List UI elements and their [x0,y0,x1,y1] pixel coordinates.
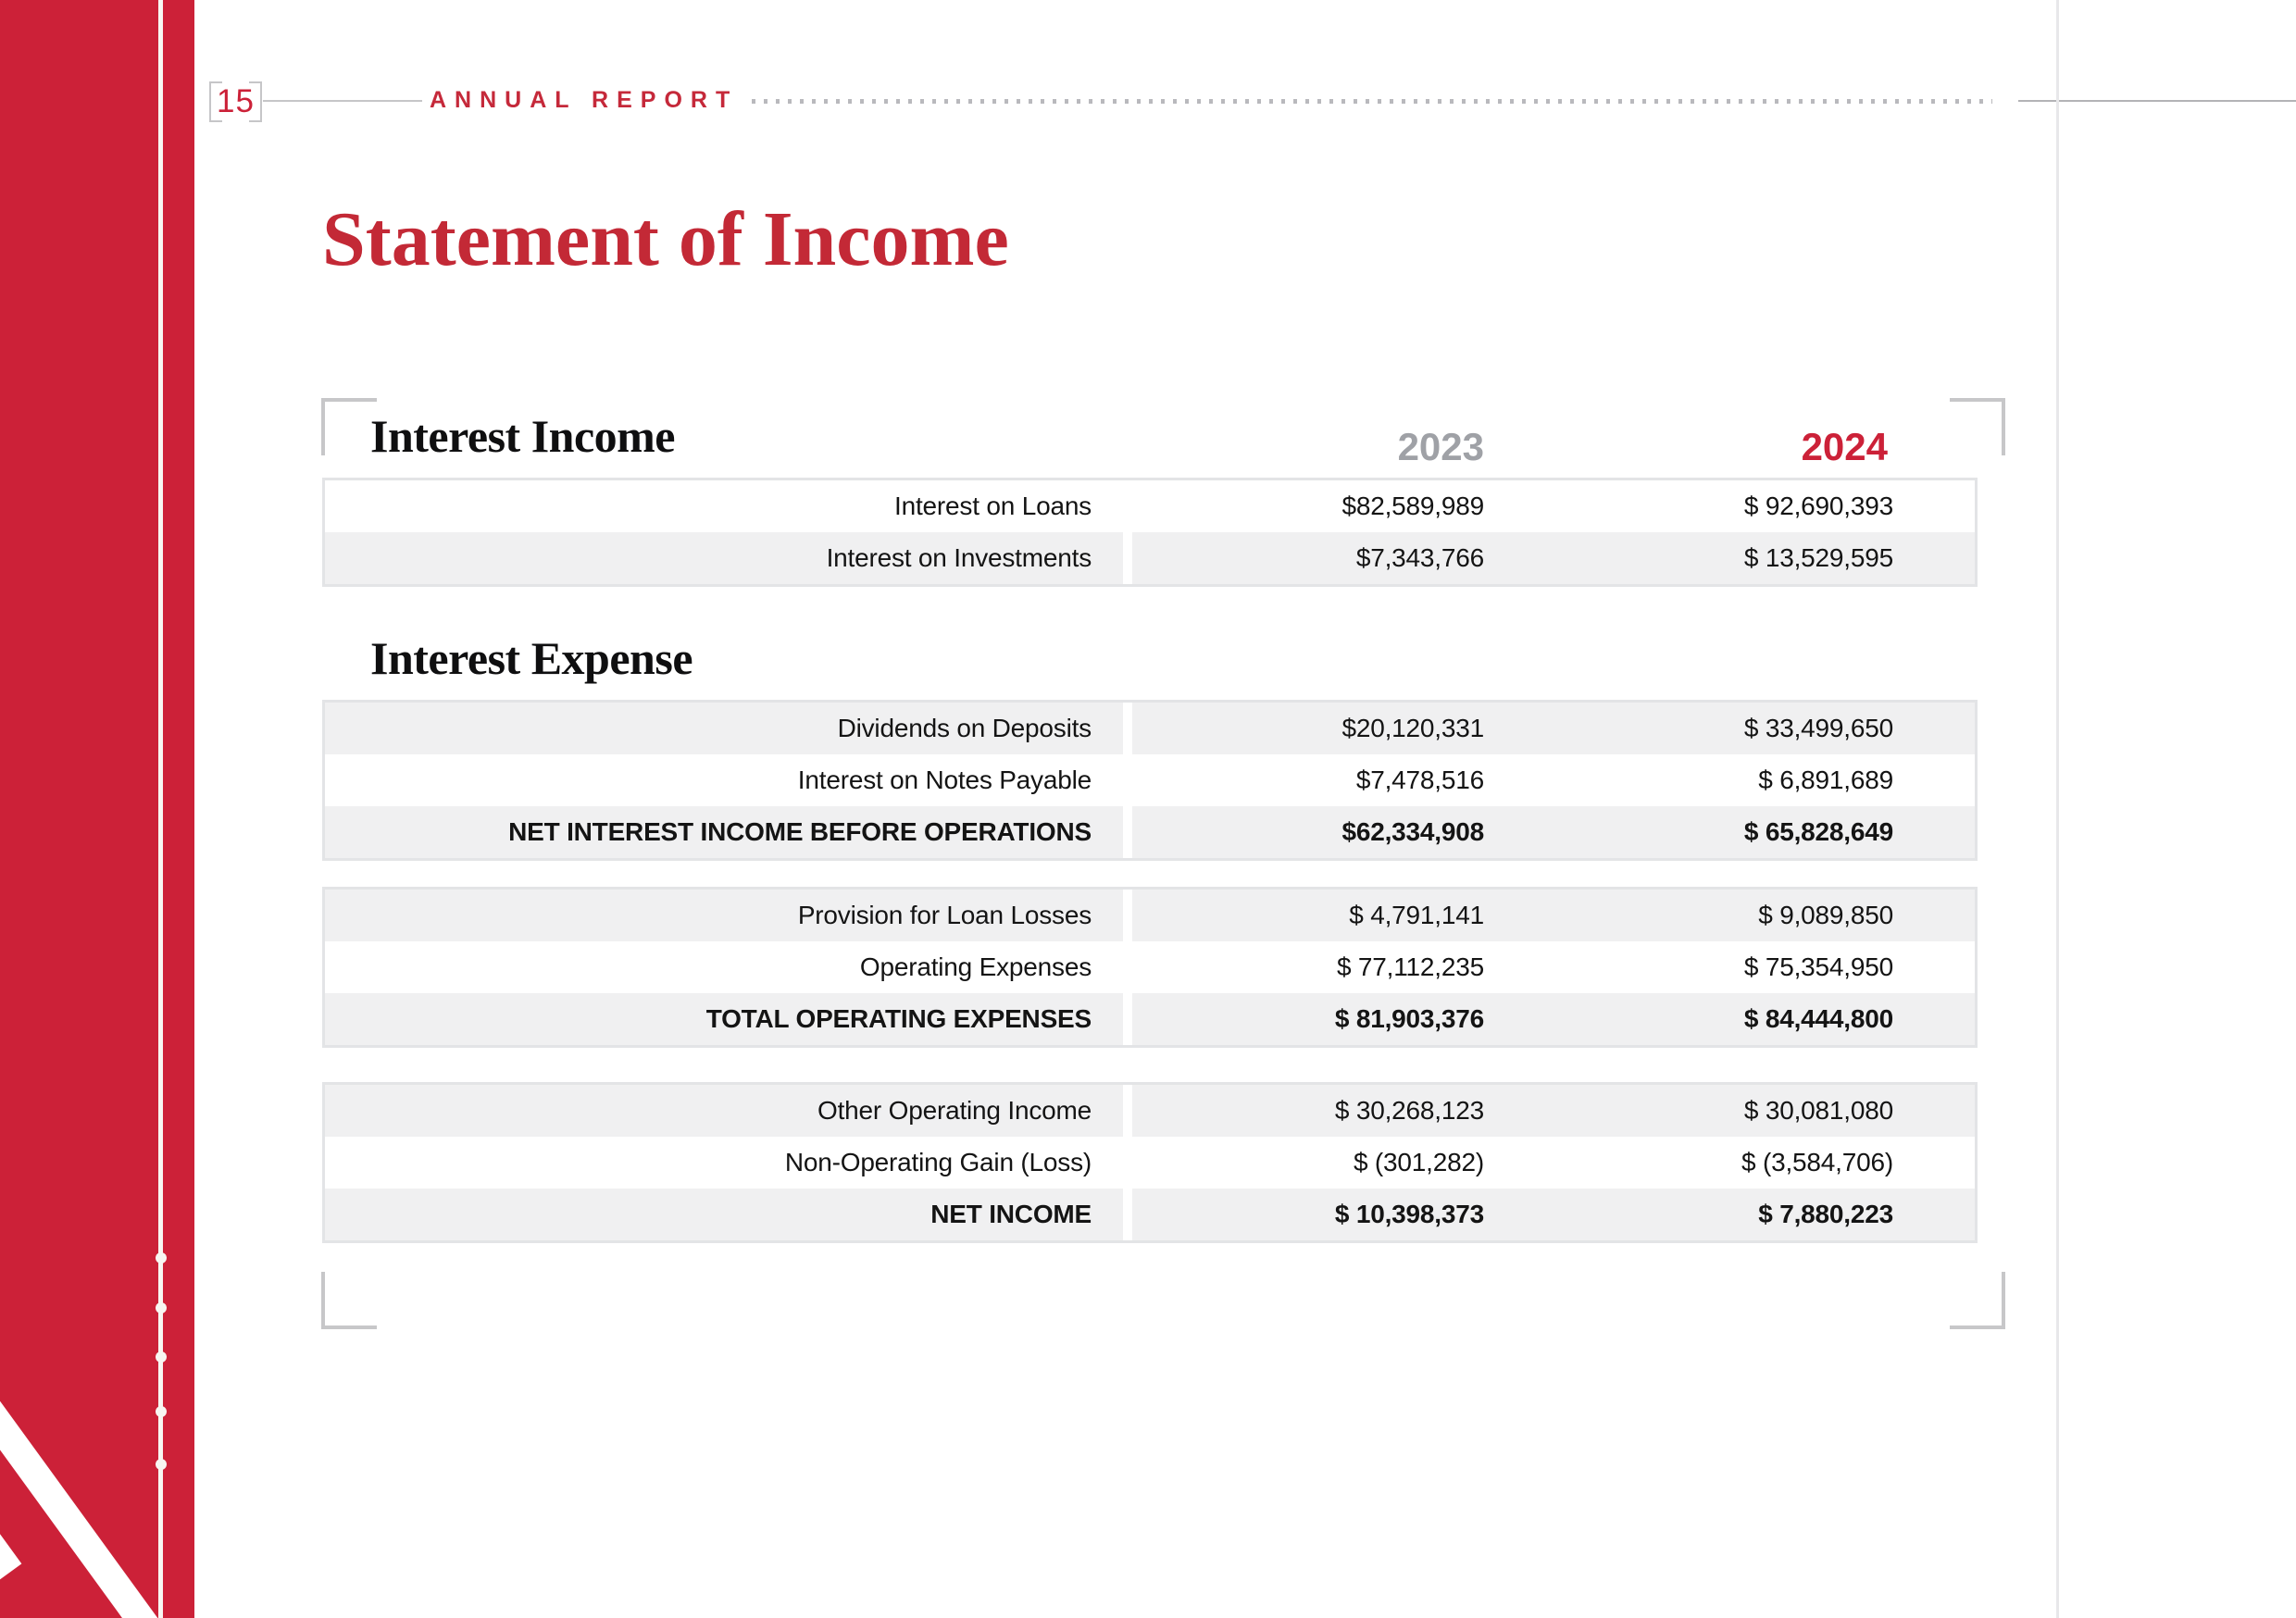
column-gap [1123,532,1132,584]
row-label: Operating Expenses [325,941,1123,993]
value-2023: $ 10,398,373 [1132,1189,1553,1240]
page-number-box [209,81,262,122]
row-label: NET INCOME [325,1189,1123,1240]
table-interest-income [322,478,1978,587]
column-gap [1123,1189,1132,1240]
header-dotted-rule [752,99,1992,104]
column-gap [1123,480,1132,532]
value-2024: $ 33,499,650 [1553,703,1975,754]
table-row [325,754,1975,806]
column-gap [1123,993,1132,1045]
table-row [325,993,1975,1045]
divider-dot [156,1406,167,1417]
divider-dot [156,1302,167,1313]
table-row [325,480,1975,532]
column-gap [1123,806,1132,858]
value-2024: $ (3,584,706) [1553,1137,1975,1189]
table-row [325,532,1975,584]
row-label: TOTAL OPERATING EXPENSES [325,993,1123,1045]
frame-corner-top-left [321,398,377,455]
value-2023: $62,334,908 [1132,806,1553,858]
value-2023: $82,589,989 [1132,480,1553,532]
frame-corner-bottom-right [1950,1272,2005,1329]
column-header-2024: 2024 [1801,425,1888,468]
value-2023: $7,478,516 [1132,754,1553,806]
column-gap [1123,703,1132,754]
header-rule-left [263,100,422,102]
frame-corner-bottom-left [321,1272,377,1329]
frame-corner-top-right [1950,398,2005,455]
value-2023: $ 30,268,123 [1132,1085,1553,1137]
column-gap [1123,890,1132,941]
row-label: Interest on Notes Payable [325,754,1123,806]
divider-dot [156,1351,167,1363]
column-gap [1123,941,1132,993]
value-2024: $ 92,690,393 [1553,480,1975,532]
row-label: NET INTEREST INCOME BEFORE OPERATIONS [325,806,1123,858]
page-title: Statement of Income [322,196,1009,282]
page-number: 15 [217,83,255,119]
column-header-2023: 2023 [1397,425,1484,468]
value-2024: $ 6,891,689 [1553,754,1975,806]
annual-report-label: ANNUAL REPORT [430,87,739,113]
right-vertical-rule [2056,0,2059,1618]
row-label: Interest on Loans [325,480,1123,532]
value-2023: $ 81,903,376 [1132,993,1553,1045]
value-2024: $ 13,529,595 [1553,532,1975,584]
value-2023: $20,120,331 [1132,703,1553,754]
table-row [325,1137,1975,1189]
row-label: Provision for Loan Losses [325,890,1123,941]
table-row [325,890,1975,941]
row-label: Non-Operating Gain (Loss) [325,1137,1123,1189]
row-label: Interest on Investments [325,532,1123,584]
column-gap [1123,1137,1132,1189]
value-2024: $ 30,081,080 [1553,1085,1975,1137]
column-gap [1123,754,1132,806]
value-2024: $ 84,444,800 [1553,993,1975,1045]
left-red-strip [163,0,194,1618]
table-interest-expense [322,700,1978,861]
value-2023: $ 4,791,141 [1132,890,1553,941]
table-row [325,1189,1975,1240]
section-heading-interest-expense: Interest Expense [370,632,693,684]
value-2023: $ (301,282) [1132,1137,1553,1189]
table-row [325,703,1975,754]
table-row [325,806,1975,858]
section-heading-interest-income: Interest Income [370,410,675,462]
table-row [325,941,1975,993]
value-2024: $ 7,880,223 [1553,1189,1975,1240]
table-operating-expenses [322,887,1978,1048]
value-2023: $ 77,112,235 [1132,941,1553,993]
divider-dot [156,1459,167,1470]
header-rule-right [2018,100,2296,102]
diagonal-stripe-1 [0,1274,158,1618]
value-2024: $ 75,354,950 [1553,941,1975,993]
value-2024: $ 65,828,649 [1553,806,1975,858]
column-gap [1123,1085,1132,1137]
value-2023: $7,343,766 [1132,532,1553,584]
table-net-income [322,1082,1978,1243]
value-2024: $ 9,089,850 [1553,890,1975,941]
row-label: Dividends on Deposits [325,703,1123,754]
table-row [325,1085,1975,1137]
left-red-bar [0,0,158,1618]
row-label: Other Operating Income [325,1085,1123,1137]
divider-dot [156,1252,167,1263]
